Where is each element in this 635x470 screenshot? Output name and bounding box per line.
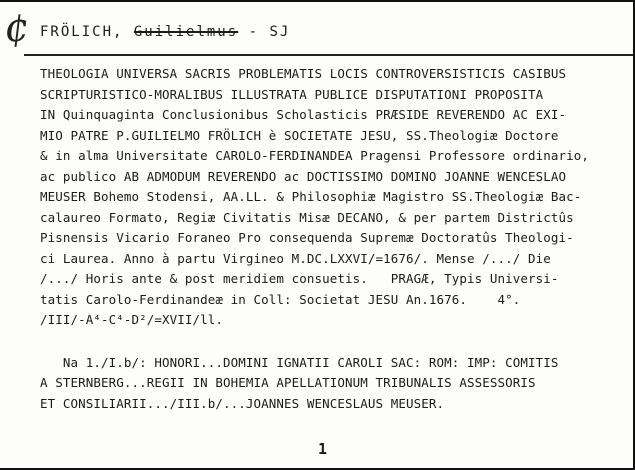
text-line-12: tatis Carolo-Ferdinandeæ in Coll: Societat JESU An.1676. 4°.: [40, 291, 521, 307]
paragraph-gap: [40, 331, 625, 353]
text-line-10: ci Laurea. Anno à partu Virgineo M.DC.LXXVI/=1676/. Mense /.../ Die: [40, 250, 551, 266]
text-line-3: IN Quinquaginta Conclusionibus Scholasticis PRÆSIDE REVERENDO AC EXI-: [40, 107, 567, 122]
text-line-15: A STERNBERG...REGII IN BOHEMIA APELLATIONUM TRIBUNALIS ASSESSORIS: [40, 375, 536, 390]
text-line-14: Na 1./I.b/: HONORI...DOMINI IGNATII CAROLI SAC: ROM: IMP: COMITIS: [40, 354, 559, 370]
text-line-7: MEUSER Bohemo Stodensi, AA.LL. & Philosophiæ Magistro SS.Theologiæ Bac-: [40, 189, 582, 204]
header-rule: [24, 54, 633, 56]
text-line-9: Pisnensis Vicario Foraneo Pro consequenda Supremæ Doctoratûs Theologi-: [40, 230, 574, 245]
text-line-13: /III/-A⁴-C⁴-D²/=XVII/ll.: [40, 312, 224, 327]
card-body: [40, 64, 625, 414]
heading-suffix: - SJ: [248, 24, 291, 40]
handwritten-mark: ¢: [2, 4, 32, 52]
card-heading: [40, 24, 290, 40]
heading-crossed-name: Guilielmus: [133, 24, 239, 40]
text-line-16: ET CONSILIARII.../III.b/...JOANNES WENCESLAUS MEUSER.: [40, 395, 445, 411]
text-line-5: & in alma Universitate CAROLO-FERDINANDEA Pragensi Professore ordinario,: [40, 148, 590, 163]
text-line-4: MIO PATRE P.GUILIELMO FRÖLICH è SOCIETATE JESU, SS.Theologiæ Doctore: [40, 127, 559, 143]
text-line-2: SCRIPTURISTICO-MORALIBUS ILLUSTRATA PUBLICE DISPUTATIONI PROPOSITA: [40, 86, 544, 102]
text-line-1: THEOLOGIA UNIVERSA SACRIS PROBLEMATIS LOCIS CONTROVERSISTICIS CASIBUS: [40, 66, 567, 81]
text-line-11: /.../ Horis ante & post meridiem consuetis. PRAGÆ, Typis Universi-: [40, 271, 559, 286]
text-line-8: calaureo Formato, Regiæ Civitatis Misæ DECANO, & per partem Districtûs: [40, 209, 574, 225]
page-number: 1: [318, 440, 328, 458]
heading-surname: FRÖLICH,: [40, 24, 124, 40]
text-line-6: ac publico AB ADMODUM REVERENDO ac DOCTISSIMO DOMINO JOANNE WENCESLAO: [40, 168, 567, 184]
